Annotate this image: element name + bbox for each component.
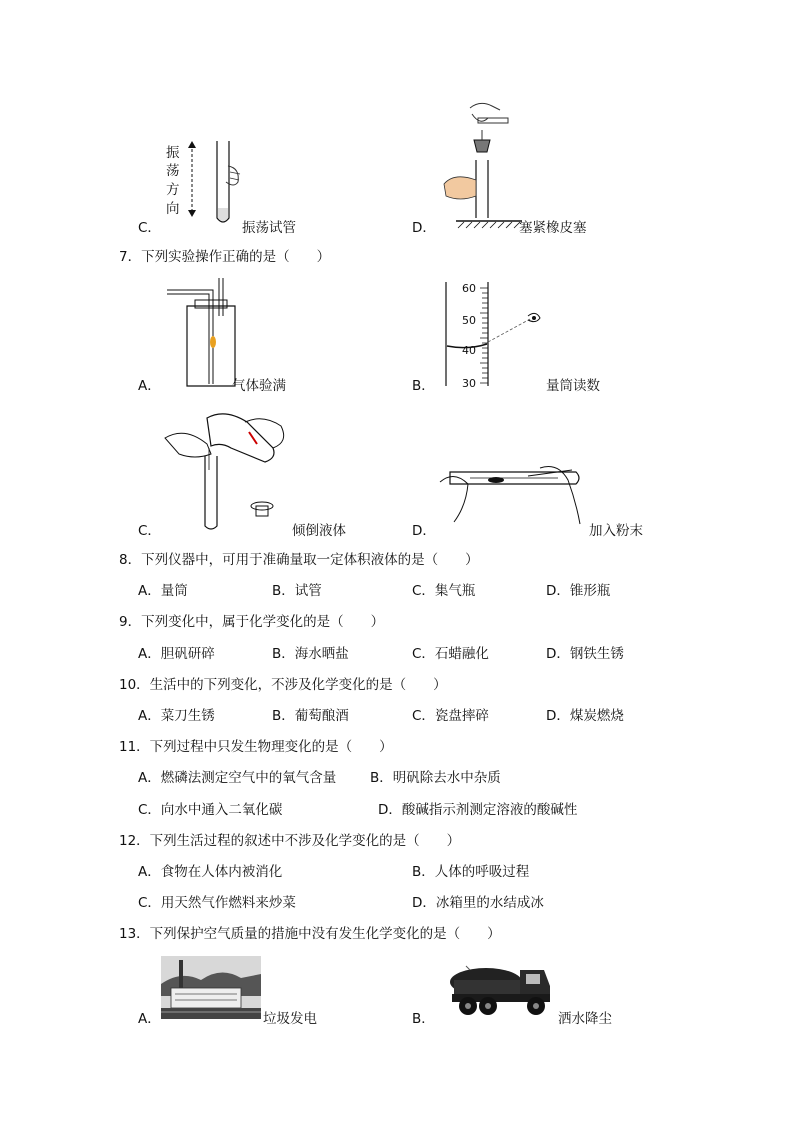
figure-caption: 倾倒液体 [292,523,346,539]
direction-char: 荡 [166,163,180,179]
question-stem: 10．生活中的下列变化，不涉及化学变化的是（ ） [119,677,447,693]
question-stem: 11．下列过程中只发生物理变化的是（ ） [119,739,393,755]
option: A．燃磷法测定空气中的氧气含量 [138,770,337,786]
option-letter: D． [412,220,436,236]
option: B．海水晒盐 [272,646,349,662]
gas-full-test-figure [165,276,240,388]
figure-caption: 气体验满 [232,378,286,394]
question-stem: 12．下列生活过程的叙述中不涉及化学变化的是（ ） [119,833,461,849]
option-letter: A． [138,1011,161,1027]
option-letter: D． [412,523,436,539]
option-letter: B． [412,378,435,394]
figure-caption: 塞紧橡皮塞 [519,220,587,236]
add-powder-figure [440,462,590,534]
figure-caption: 垃圾发电 [263,1011,317,1027]
scale-label: 50 [462,314,476,327]
option: A．胆矾研碎 [138,646,215,662]
option: D．冰箱里的水结成冰 [412,895,544,911]
scale-label: 60 [462,282,476,295]
option: C．瓷盘摔碎 [412,708,489,724]
sprinkler-truck-photo [448,962,553,1020]
question-stem: 13．下列保护空气质量的措施中没有发生化学变化的是（ ） [119,926,501,942]
option-letter: C． [138,220,161,236]
option: C．集气瓶 [412,583,476,599]
option: C．石蜡融化 [412,646,489,662]
direction-char: 方 [166,182,180,198]
direction-char: 向 [166,201,180,217]
option: B．人体的呼吸过程 [412,864,530,880]
figure-caption: 加入粉末 [589,523,643,539]
option-letter: B． [412,1011,435,1027]
shake-test-tube-figure [160,138,245,230]
option: A．菜刀生锈 [138,708,215,724]
waste-power-plant-photo [161,956,261,1019]
option: C．用天然气作燃料来炒菜 [138,895,296,911]
option: B．明矾除去水中杂质 [370,770,501,786]
figure-caption: 洒水降尘 [558,1011,612,1027]
insert-stopper-figure [440,100,530,230]
direction-char: 振 [166,145,180,161]
option: D．煤炭燃烧 [546,708,624,724]
option: A．食物在人体内被消化 [138,864,283,880]
option: C．向水中通入二氧化碳 [138,802,283,818]
question-stem: 7．下列实验操作正确的是（ ） [119,249,331,265]
option: B．葡萄酿酒 [272,708,349,724]
question-stem: 8．下列仪器中，可用于准确量取一定体积液体的是（ ） [119,552,479,568]
graduated-cylinder-figure [440,280,550,390]
scale-label: 30 [462,377,476,390]
option: D．酸碱指示剂测定溶液的酸碱性 [378,802,578,818]
option: D．钢铁生锈 [546,646,624,662]
figure-caption: 振荡试管 [242,220,296,236]
option: D．锥形瓶 [546,583,611,599]
question-stem: 9．下列变化中，属于化学变化的是（ ） [119,614,385,630]
option-letter: A． [138,378,161,394]
figure-caption: 量筒读数 [546,378,600,394]
option: B．试管 [272,583,322,599]
scale-label: 40 [462,344,476,357]
pour-liquid-figure [165,408,295,533]
option-letter: C． [138,523,161,539]
option: A．量筒 [138,583,188,599]
